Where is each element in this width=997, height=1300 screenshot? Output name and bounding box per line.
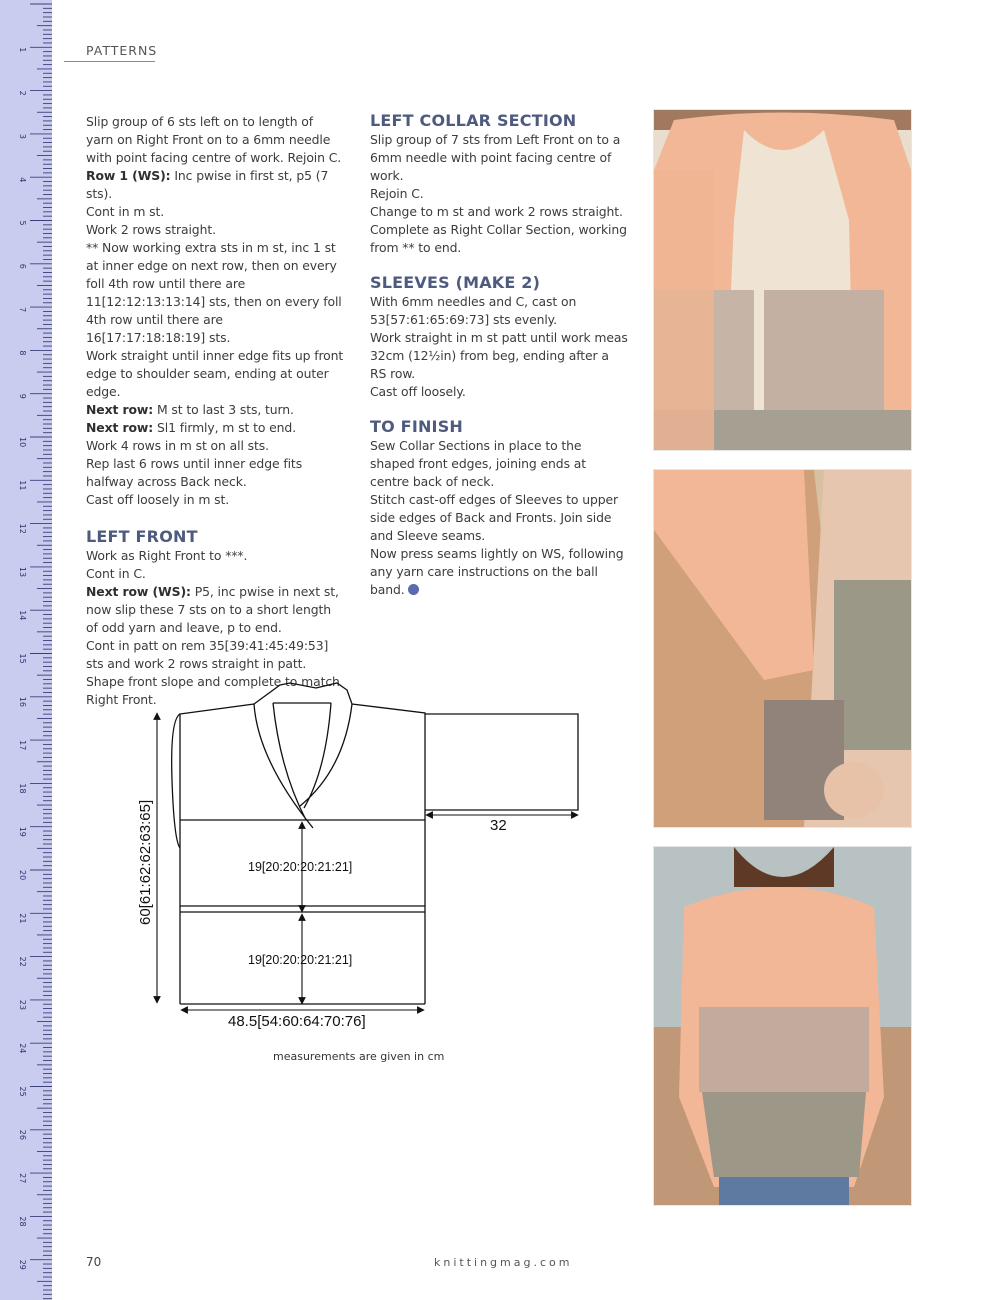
instruction-text: P5, inc pwise in next st, now slip these 7 sts on to a short length of odd yarn and leave, p to end. [86, 584, 339, 635]
ruler-label: 3 [18, 133, 27, 139]
instruction-line [86, 583, 344, 637]
instruction-line: Complete as Right Collar Section, working from ** to end. [370, 222, 627, 255]
section-rule [64, 61, 155, 62]
ruler-label: 6 [18, 263, 27, 269]
pattern-column-right [370, 111, 628, 599]
ruler-label: 24 [18, 1043, 27, 1054]
ruler-label: 2 [18, 90, 27, 96]
ruler-label: 11 [18, 480, 27, 491]
pattern-column-left [86, 113, 344, 709]
instruction-line: Sew Collar Sections in place to the shaped front edges, joining ends at centre back of neck. [370, 438, 587, 489]
instruction-line: Cast off loosely in m st. [86, 492, 230, 507]
ruler-label: 19 [18, 826, 27, 837]
instruction-line: Change to m st and work 2 rows straight. [370, 204, 623, 219]
sleeve-outline [425, 714, 578, 810]
ruler-label: 18 [18, 783, 27, 794]
ruler-label: 29 [18, 1259, 27, 1270]
instruction-line: Rep last 6 rows until inner edge fits halfway across Back neck. [86, 456, 303, 489]
length-label: 60[61:62:62:63:65] [137, 799, 154, 925]
instruction-text: Sl1 firmly, m st to end. [153, 420, 297, 435]
ruler-label: 27 [18, 1173, 27, 1184]
section-label: PATTERNS [86, 43, 158, 58]
instruction-line: Rejoin C. [370, 186, 424, 201]
yarn-ball-icon [408, 584, 419, 595]
ruler-label: 5 [18, 220, 27, 226]
left-collar-instructions [370, 131, 628, 257]
right-collar-instructions [86, 113, 344, 509]
ruler-label: 25 [18, 1086, 27, 1097]
cardigan-photo-back [653, 846, 912, 1206]
instruction-line: Cont in C. [86, 566, 146, 581]
instruction-line: Work straight in m st patt until work meas 32cm (12½in) from beg, ending after a RS row. [370, 330, 628, 381]
instruction-line [86, 401, 344, 419]
collar-outline [254, 703, 352, 828]
instruction-line: Work 4 rows in m st on all sts. [86, 438, 269, 453]
instruction-line [86, 419, 344, 437]
instruction-line: Work 2 rows straight. [86, 222, 216, 237]
instruction-line: Now press seams lightly on WS, following any yarn care instructions on the ball band. [370, 546, 624, 597]
ruler-label: 15 [18, 653, 27, 664]
measurement-note: measurements are given in cm [273, 1050, 445, 1063]
ruler-label: 21 [18, 913, 27, 924]
ruler-label: 28 [18, 1216, 27, 1227]
lower-label: 19[20:20:20:21:21] [248, 953, 353, 967]
page-number: 70 [86, 1255, 102, 1269]
instruction-line: With 6mm needles and C, cast on 53[57:61:65:69:73] sts evenly. [370, 294, 577, 327]
ruler-label: 16 [18, 696, 27, 707]
cardigan-photo-front [653, 109, 912, 451]
ruler-label: 17 [18, 740, 27, 751]
ruler-label: 26 [18, 1129, 27, 1140]
page-ruler [0, 0, 52, 1300]
instruction-line: Cast off loosely. [370, 384, 466, 399]
left-front-heading: LEFT FRONT [86, 527, 198, 546]
ruler-label: 10 [18, 437, 27, 448]
ruler-label: 13 [18, 566, 27, 578]
left-collar-heading: LEFT COLLAR SECTION [370, 111, 577, 130]
sleeves-heading: SLEEVES (MAKE 2) [370, 273, 541, 292]
instruction-line: Slip group of 6 sts left on to length of yarn on Right Front on to a 6mm needle with point facing centre of work. Rejoin C. [86, 114, 342, 165]
cardigan-photo-sleeve [653, 469, 912, 828]
upper-label: 19[20:20:20:21:21] [248, 860, 353, 874]
sleeves-instructions [370, 293, 628, 401]
ruler-label: 9 [18, 393, 27, 399]
instruction-text: M st to last 3 sts, turn. [153, 402, 294, 417]
ruler-label: 1 [18, 47, 27, 53]
instruction-line [86, 167, 344, 203]
instruction-line: ** Now working extra sts in m st, inc 1 st at inner edge on next row, then on every foll 4th row until there are 11[12:12:13:13:14] sts, then on every foll 4th row until there are 16[17:17:18:18:19] sts. [86, 240, 342, 345]
sleeve-label: 32 [490, 817, 507, 834]
ruler-label: 12 [18, 523, 27, 534]
instruction-lead: Next row: [86, 402, 154, 417]
instruction-lead: Next row (WS): [86, 584, 191, 599]
instruction-line: Cont in patt on rem 35[39:41:45:49:53] sts and work 2 rows straight in patt. [86, 638, 329, 671]
width-label: 48.5[54:60:64:70:76] [228, 1013, 366, 1030]
ruler-label: 23 [18, 999, 27, 1011]
ruler-label: 7 [18, 307, 27, 313]
ruler-label: 14 [18, 610, 27, 621]
instruction-lead: Next row: [86, 420, 154, 435]
instruction-line: Work as Right Front to ***. [86, 548, 248, 563]
finish-instructions [370, 437, 628, 599]
instruction-line: Slip group of 7 sts from Left Front on to a 6mm needle with point facing centre of work. [370, 132, 621, 183]
ruler-label: 4 [18, 177, 27, 183]
instruction-line: Shape front slope and complete to match Right Front. [86, 674, 340, 707]
instruction-line: Stitch cast-off edges of Sleeves to upper side edges of Back and Fronts. Join side and Sleeve seams. [370, 492, 619, 543]
instruction-line: Cont in m st. [86, 204, 165, 219]
garment-schematic [130, 680, 590, 1050]
ruler-label: 20 [18, 870, 27, 881]
finish-heading: TO FINISH [370, 417, 464, 436]
instruction-text: Inc pwise in first st, p5 (7 sts). [86, 168, 329, 201]
arm-curve [172, 714, 180, 848]
instruction-lead: Row 1 (WS): [86, 168, 171, 183]
footer-site: knittingmag.com [434, 1256, 573, 1269]
ruler-label: 22 [18, 956, 27, 967]
instruction-line: Work straight until inner edge fits up front edge to shoulder seam, ending at outer edge. [86, 348, 344, 399]
ruler-label: 8 [18, 350, 27, 356]
